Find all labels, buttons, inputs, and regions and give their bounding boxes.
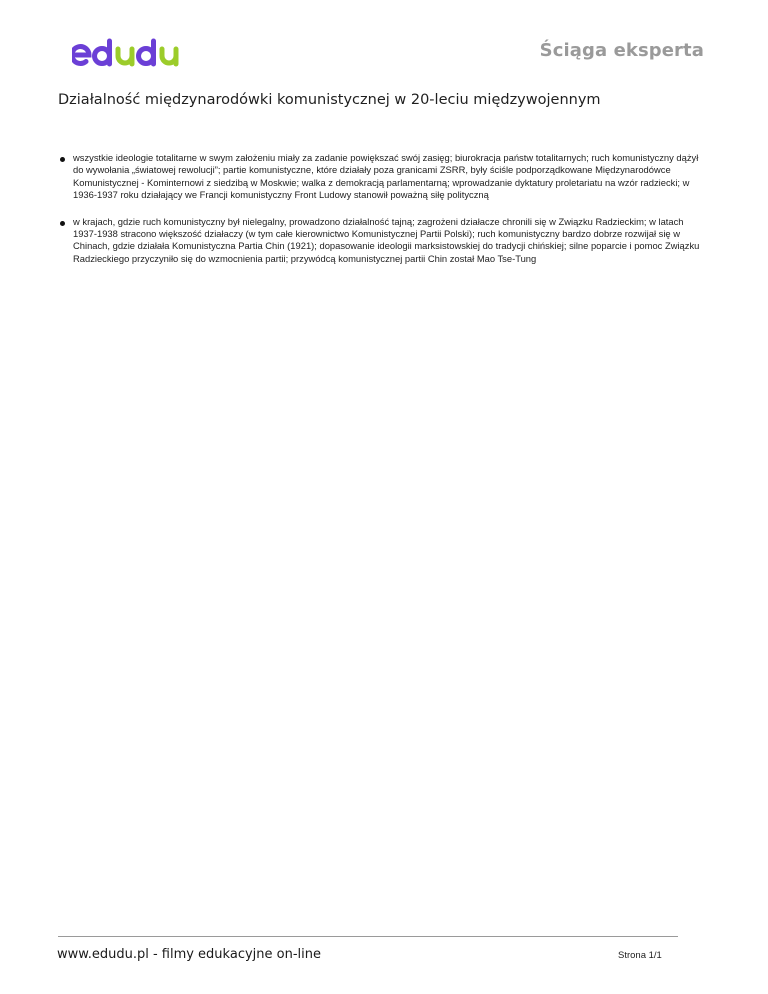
logo-letter-e [72, 47, 89, 64]
list-item-text: wszystkie ideologie totalitarne w swym założeniu miały za zadanie powiększać swój zasięg; biurokracja państw totalitarnych; ruch komunistyczny dążył do wywołania „światowej rewolucji”; partie komunistyczne, które działały poza granicami ZSRR, były ściśle podporządkowane Międzynarodówce Komunistycznej - Kominternowi z siedzibą w Moskwie; walka z demokracją parlamentarną; wprowadzanie dyktatury proletariatu na wzór radziecki; w 1936-1937 roku działający we Francji komunistyczny Front Ludowy stanowił poważną siłę polityczną [73, 152, 699, 201]
logo-letter-d [95, 41, 110, 64]
footer-divider [58, 936, 678, 937]
logo-letter-u2 [162, 49, 176, 64]
logo-letter-u [118, 49, 132, 64]
edudu-logo[interactable] [72, 38, 184, 68]
list-item-text: w krajach, gdzie ruch komunistyczny był nielegalny, prowadzono działalność tajną; zagrożeni działacze chronili się w Związku Radzieckim; w latach 1937-1938 stracono większość działaczy (w tym całe kierownictwo Komunistycznej Partii Polski); ruch komunistyczny bardzo dobrze rozwijał się w Chinach, gdzie działała Komunistyczna Partia Chin (1921); dopasowanie ideologii marksistowskiej do tradycji chińskiej; silne poparcie i pomoc Związku Radzieckiego przyczyniło się do wzmocnienia partii; przywódcą komunistycznej partii Chin został Mao Tse-Tung [73, 215, 700, 264]
bullet-icon [60, 221, 65, 226]
list-item [60, 152, 705, 202]
brand-tagline: Ściąga eksperta [539, 40, 704, 61]
list-item [60, 216, 705, 266]
bullet-list [60, 152, 705, 279]
bullet-icon [60, 157, 65, 162]
logo-letter-d2 [139, 41, 154, 64]
page-number: Strona 1/1 [618, 950, 662, 961]
document-title: Działalność międzynarodówki komunistycznej w 20-leciu międzywojennym [58, 92, 601, 108]
footer-url-link[interactable]: www.edudu.pl - filmy edukacyjne on-line [57, 947, 321, 962]
